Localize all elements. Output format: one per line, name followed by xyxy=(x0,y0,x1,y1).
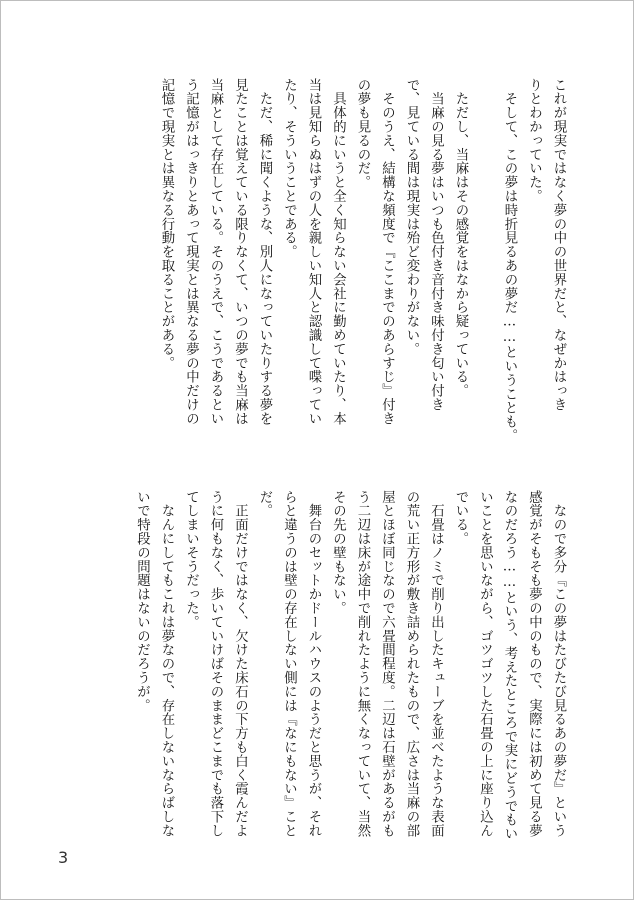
text-line: う二辺は床が途中で削れたように無くなっていて、当然 xyxy=(355,490,370,838)
text-line: ただ、稀に聞くような、別人になっていたりする夢を xyxy=(257,78,272,426)
text-line: りとわかっていた。 xyxy=(526,78,542,204)
text-line: らと違うのは壁の存在しない側には『なにもない』こと xyxy=(281,490,297,838)
text-line: ただし、当麻はその感覚をはなから疑っている。 xyxy=(453,78,468,398)
text-line: 当麻として存在している。そのうえで、こうであるとい xyxy=(208,78,223,426)
text-line: いで特段の問題はないのだろうが。 xyxy=(134,490,150,713)
text-line: 石畳はノミで削り出したキューブを並べたような表面 xyxy=(428,490,444,838)
text-line: なのだろう……という、考えたところで実にどうでもい xyxy=(502,490,517,841)
text-line: 屋とほぼ同じなので六畳間程度。二辺は石壁があるがも xyxy=(379,490,395,838)
text-line: 当は見知らぬはずの人を親しい知人と認識して喋ってい xyxy=(306,78,321,426)
text-line: そして、この夢は時折見るあの夢だ……ということも。 xyxy=(502,78,517,443)
text-line: 舞台のセットかドールハウスのようだと思うが、それ xyxy=(306,490,321,838)
text-line: いことを思いながら、ゴツゴツした石畳の上に座り込ん xyxy=(477,490,493,838)
text-line xyxy=(472,78,497,478)
text-line: 感覚がそもそも夢の中のもので、実際には初めて見る夢 xyxy=(526,490,542,838)
text-line: これが現実ではなく夢の中の世界だと、なぜかはっき xyxy=(551,78,566,412)
text-line: 記憶で現実とは異なる行動を取ることがある。 xyxy=(159,78,174,370)
text-line: たり、そういうことである。 xyxy=(281,78,297,259)
text-line: の荒い正方形が敷き詰められたもので、広さは当麻の部 xyxy=(404,490,419,838)
text-line: 具体的にいうと全く知らない会社に勤めていたり、本 xyxy=(330,78,346,426)
text-line: てしまいそうだった。 xyxy=(183,490,199,629)
text-line: その先の壁もない。 xyxy=(330,490,346,616)
text-line: そのうえ、結構な頻度で『ここまでのあらすじ』付き xyxy=(379,78,395,426)
text-line: うに何もなく、歩いていけばそのままどこまでも落下し xyxy=(208,490,223,838)
page-number: 3 xyxy=(58,848,69,867)
text-line: う記憶がはっきりとあって現実とは異なる夢の中だけの xyxy=(183,78,199,426)
text-line: の夢も見るのだ。 xyxy=(355,78,370,190)
text-block-lower xyxy=(129,490,570,880)
text-line: 正面だけではなく、欠けた床石の下方も白く霞んだよ xyxy=(232,490,248,838)
text-line: 見たことは覚えている限りなくて、いつの夢でも当麻は xyxy=(232,78,248,426)
text-line: で、見ている間は現実は殆ど変わりがない。 xyxy=(404,78,419,356)
text-line: でいる。 xyxy=(453,490,468,546)
text-block-upper xyxy=(154,78,571,478)
text-line: 当麻の見る夢はいつも色付き音付き味付き匂い付き xyxy=(428,78,444,412)
text-line: だ。 xyxy=(257,490,272,518)
text-line: なんにしてもこれは夢なので、存在しないならばしな xyxy=(159,490,174,838)
text-line: なので多分『この夢はたびたび見るあの夢だ』という xyxy=(551,490,566,838)
